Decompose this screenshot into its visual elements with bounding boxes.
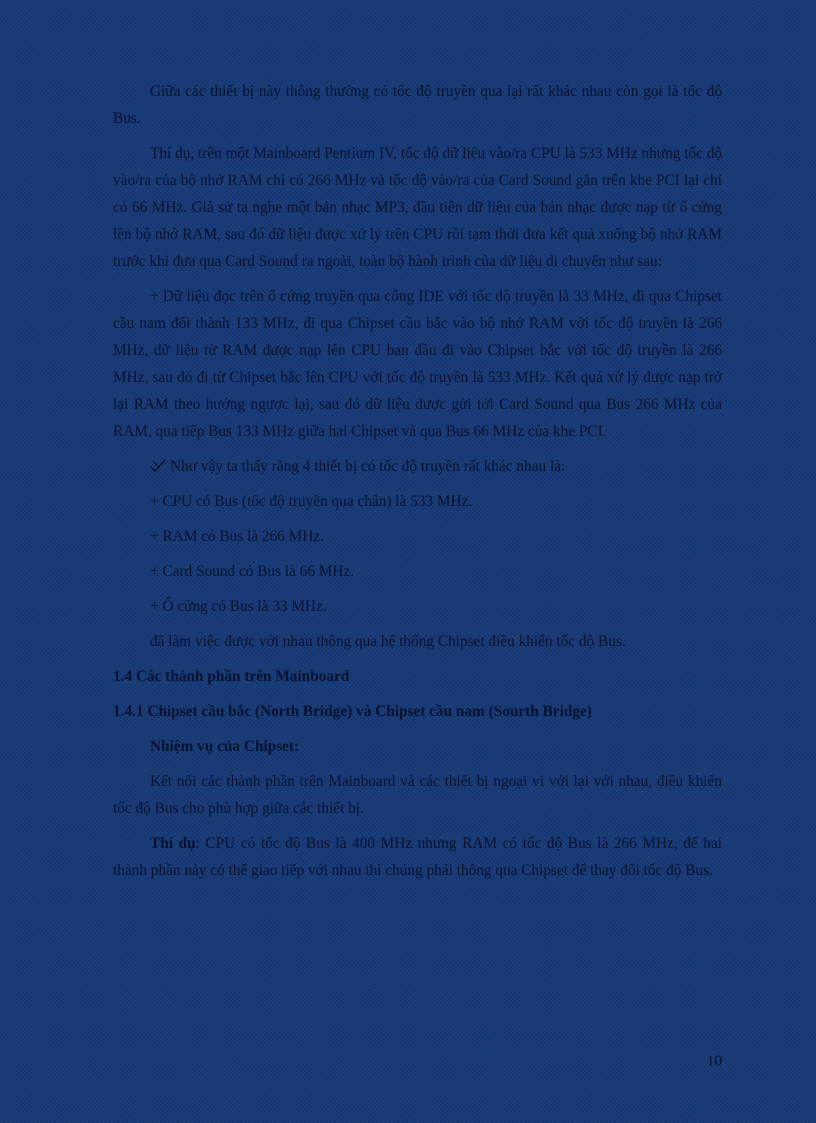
list-item: + CPU có Bus (tốc độ truyền qua chân) là 533 MHz. — [150, 493, 473, 510]
chipset-duty-heading: Nhiệm vụ của Chipset: — [150, 738, 300, 755]
document-page — [113, 78, 722, 892]
example-label: Thí dụ — [150, 835, 196, 852]
paragraph-chipset-control: đã làm việc được với nhau thông qua hệ thống Chipset điều khiển tốc độ Bus. — [150, 633, 626, 650]
list-item: + Ổ cứng có Bus là 33 MHz. — [150, 598, 327, 615]
paragraph-chipset-duty: Kết nối các thành phần trên Mainboard và các thiết bị ngoại vi với lại với nhau, điều khiển tốc độ Bus cho phù hợp giữa các thiết bị. — [113, 773, 722, 817]
check-icon — [150, 459, 166, 473]
paragraph-pentium-example: Thí dụ, trên một Mainboard Pentium IV, tốc độ dữ liệu vào/ra CPU là 533 MHz nhưng tốc độ vào/ra của bộ nhớ RAM chỉ có 266 MHz và tốc độ vào/ra của Card Sound gắn trên khe PCI lại chỉ có 66 MHz. Giả sử ta nghe một bản nhạc MP3, đầu tiên dữ liệu của bản nhạc được nạp từ ổ cứng lên bộ nhớ RAM, sau đó dữ liệu được xử lý trên CPU rồi tạm thời đưa kết quả xuống bộ nhớ RAM trước khi đưa qua Card Sound ra ngoài, toàn bộ hành trình của dữ liệu di chuyển như sau: — [113, 145, 723, 270]
list-item: + Card Sound có Bus là 66 MHz. — [150, 563, 355, 580]
subsection-heading: 1.4.1 Chipset cầu bắc (North Bridge) và Chipset cầu nam (Sourth Bridge) — [113, 703, 592, 720]
conclusion-text: Như vậy ta thấy rằng 4 thiết bị có tốc độ truyền rất khác nhau là: — [170, 458, 566, 475]
example-text: : CPU có tốc độ Bus là 400 MHz nhưng RAM có tốc độ Bus là 266 MHz, để hai thành phần này có thể giao tiếp với nhau thì chúng phải thông qua Chipset để thay đổi tốc độ Bus. — [113, 835, 722, 879]
section-heading: 1.4 Các thành phần trên Mainboard — [113, 668, 350, 685]
page-number: 10 — [706, 1053, 722, 1070]
paragraph-bus-speed-intro: Giữa các thiết bị này thông thường có tốc độ truyền qua lại rất khác nhau còn gọi là tốc độ Bus. — [113, 83, 722, 127]
paragraph-chipset-example — [113, 830, 722, 884]
paragraph-conclusion — [113, 453, 722, 480]
list-item: + RAM có Bus là 266 MHz. — [150, 528, 324, 545]
paragraph-data-flow: + Dữ liệu đọc trên ổ cứng truyền qua cổng IDE với tốc độ truyền là 33 MHz, đi qua Chipset cầu nam đổi thành 133 MHz, đi qua Chipset cầu bắc vào bộ nhớ RAM với tốc độ truyền là 266 MHz, dữ liệu từ RAM được nạp lên CPU ban đầu đi vào Chipset bắc với tốc độ truyền là 266 MHz, sau đó đi từ Chipset bắc lên CPU với tốc độ truyền là 533 MHz. Kết quả xử lý được nạp trở lại RAM theo hướng ngược lại, sau đó dữ liệu được gửi tới Card Sound qua Bus 266 MHz của RAM, qua tiếp Bus 133 MHz giữa hai Chipset và qua Bus 66 MHz của khe PCI. — [113, 288, 722, 440]
